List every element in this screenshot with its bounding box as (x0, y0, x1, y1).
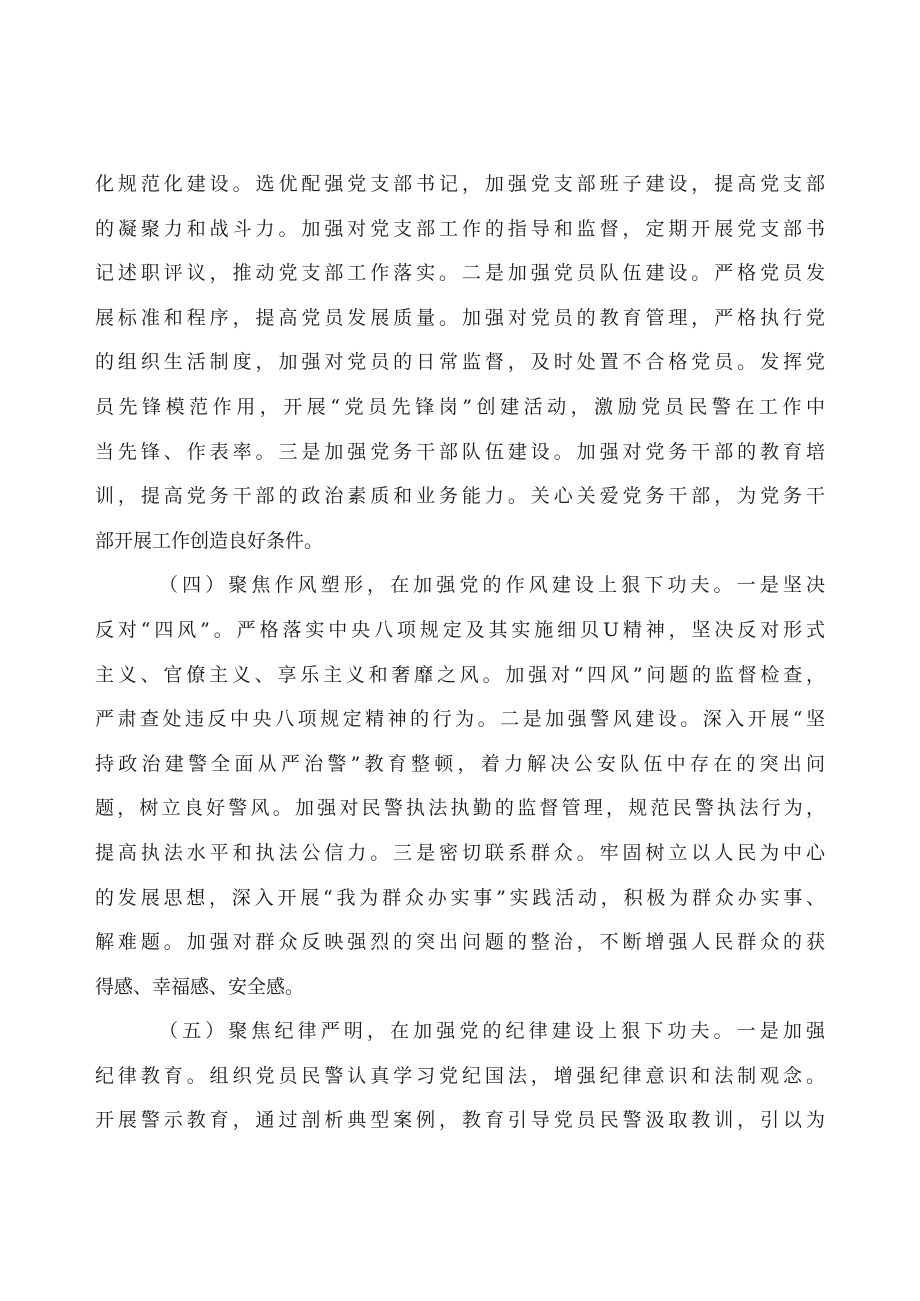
text-line: （四）聚焦作风塑形，在加强党的作风建设上狠下功夫。一是坚决 (159, 574, 825, 597)
text-line: 的组织生活制度，加强对党员的日常监督，及时处置不合格党员。发挥党 (95, 351, 825, 374)
paragraph-discipline (95, 1009, 825, 1143)
text-line: 提高执法水平和执法公信力。三是密切联系群众。牢固树立以人民为中心 (95, 841, 825, 864)
text-line: 主义、官僚主义、享乐主义和奢靡之风。加强对“四风”问题的监督检查， (95, 663, 825, 686)
text-line: 展标准和程序，提高党员发展质量。加强对党员的教育管理，严格执行党 (95, 306, 825, 329)
text-line: 开展警示教育，通过剖析典型案例，教育引导党员民警汲取教训，引以为 (95, 1109, 825, 1132)
text-line: 的发展思想，深入开展“我为群众办实事”实践活动，积极为群众办实事、 (95, 886, 825, 909)
text-line: 训，提高党务干部的政治素质和业务能力。关心关爱党务干部，为党务干 (95, 485, 825, 508)
text-line: 题，树立良好警风。加强对民警执法执勤的监督管理，规范民警执法行为， (95, 797, 825, 820)
text-line: 记述职评议，推动党支部工作落实。二是加强党员队伍建设。严格党员发 (95, 262, 825, 285)
text-line: 严肃查处违反中央八项规定精神的行为。二是加强警风建设。深入开展“坚 (95, 708, 825, 731)
text-line: （五）聚焦纪律严明，在加强党的纪律建设上狠下功夫。一是加强 (159, 1020, 825, 1043)
text-line: 反对“四风”。严格落实中央八项规定及其实施细贝U精神，坚决反对形式 (95, 618, 825, 641)
text-line: 解难题。加强对群众反映强烈的突出问题的整治，不断增强人民群众的获 (95, 931, 825, 954)
text-line: 纪律教育。组织党员民警认真学习党纪国法，增强纪律意识和法制观念。 (95, 1064, 825, 1087)
text-line: 当先锋、作表率。三是加强党务干部队伍建设。加强对党务干部的教育培 (95, 440, 825, 463)
paragraph-work-style (95, 563, 825, 1009)
body-text (95, 162, 825, 1143)
text-line: 得感、幸福感、安全感。 (95, 975, 305, 998)
paragraph-party-team-building (95, 162, 825, 563)
text-line: 化规范化建设。选优配强党支部书记，加强党支部班子建设，提高党支部 (95, 173, 825, 195)
text-line: 持政治建警全面从严治警”教育整顿，着力解决公安队伍中存在的突出问 (95, 752, 825, 775)
text-line: 的凝聚力和战斗力。加强对党支部工作的指导和监督，定期开展党支部书 (95, 217, 825, 240)
text-line: 部开展工作创造良好条件。 (95, 529, 324, 552)
text-line: 员先锋模范作用，开展“党员先锋岗”创建活动，激励党员民警在工作中 (95, 395, 825, 418)
